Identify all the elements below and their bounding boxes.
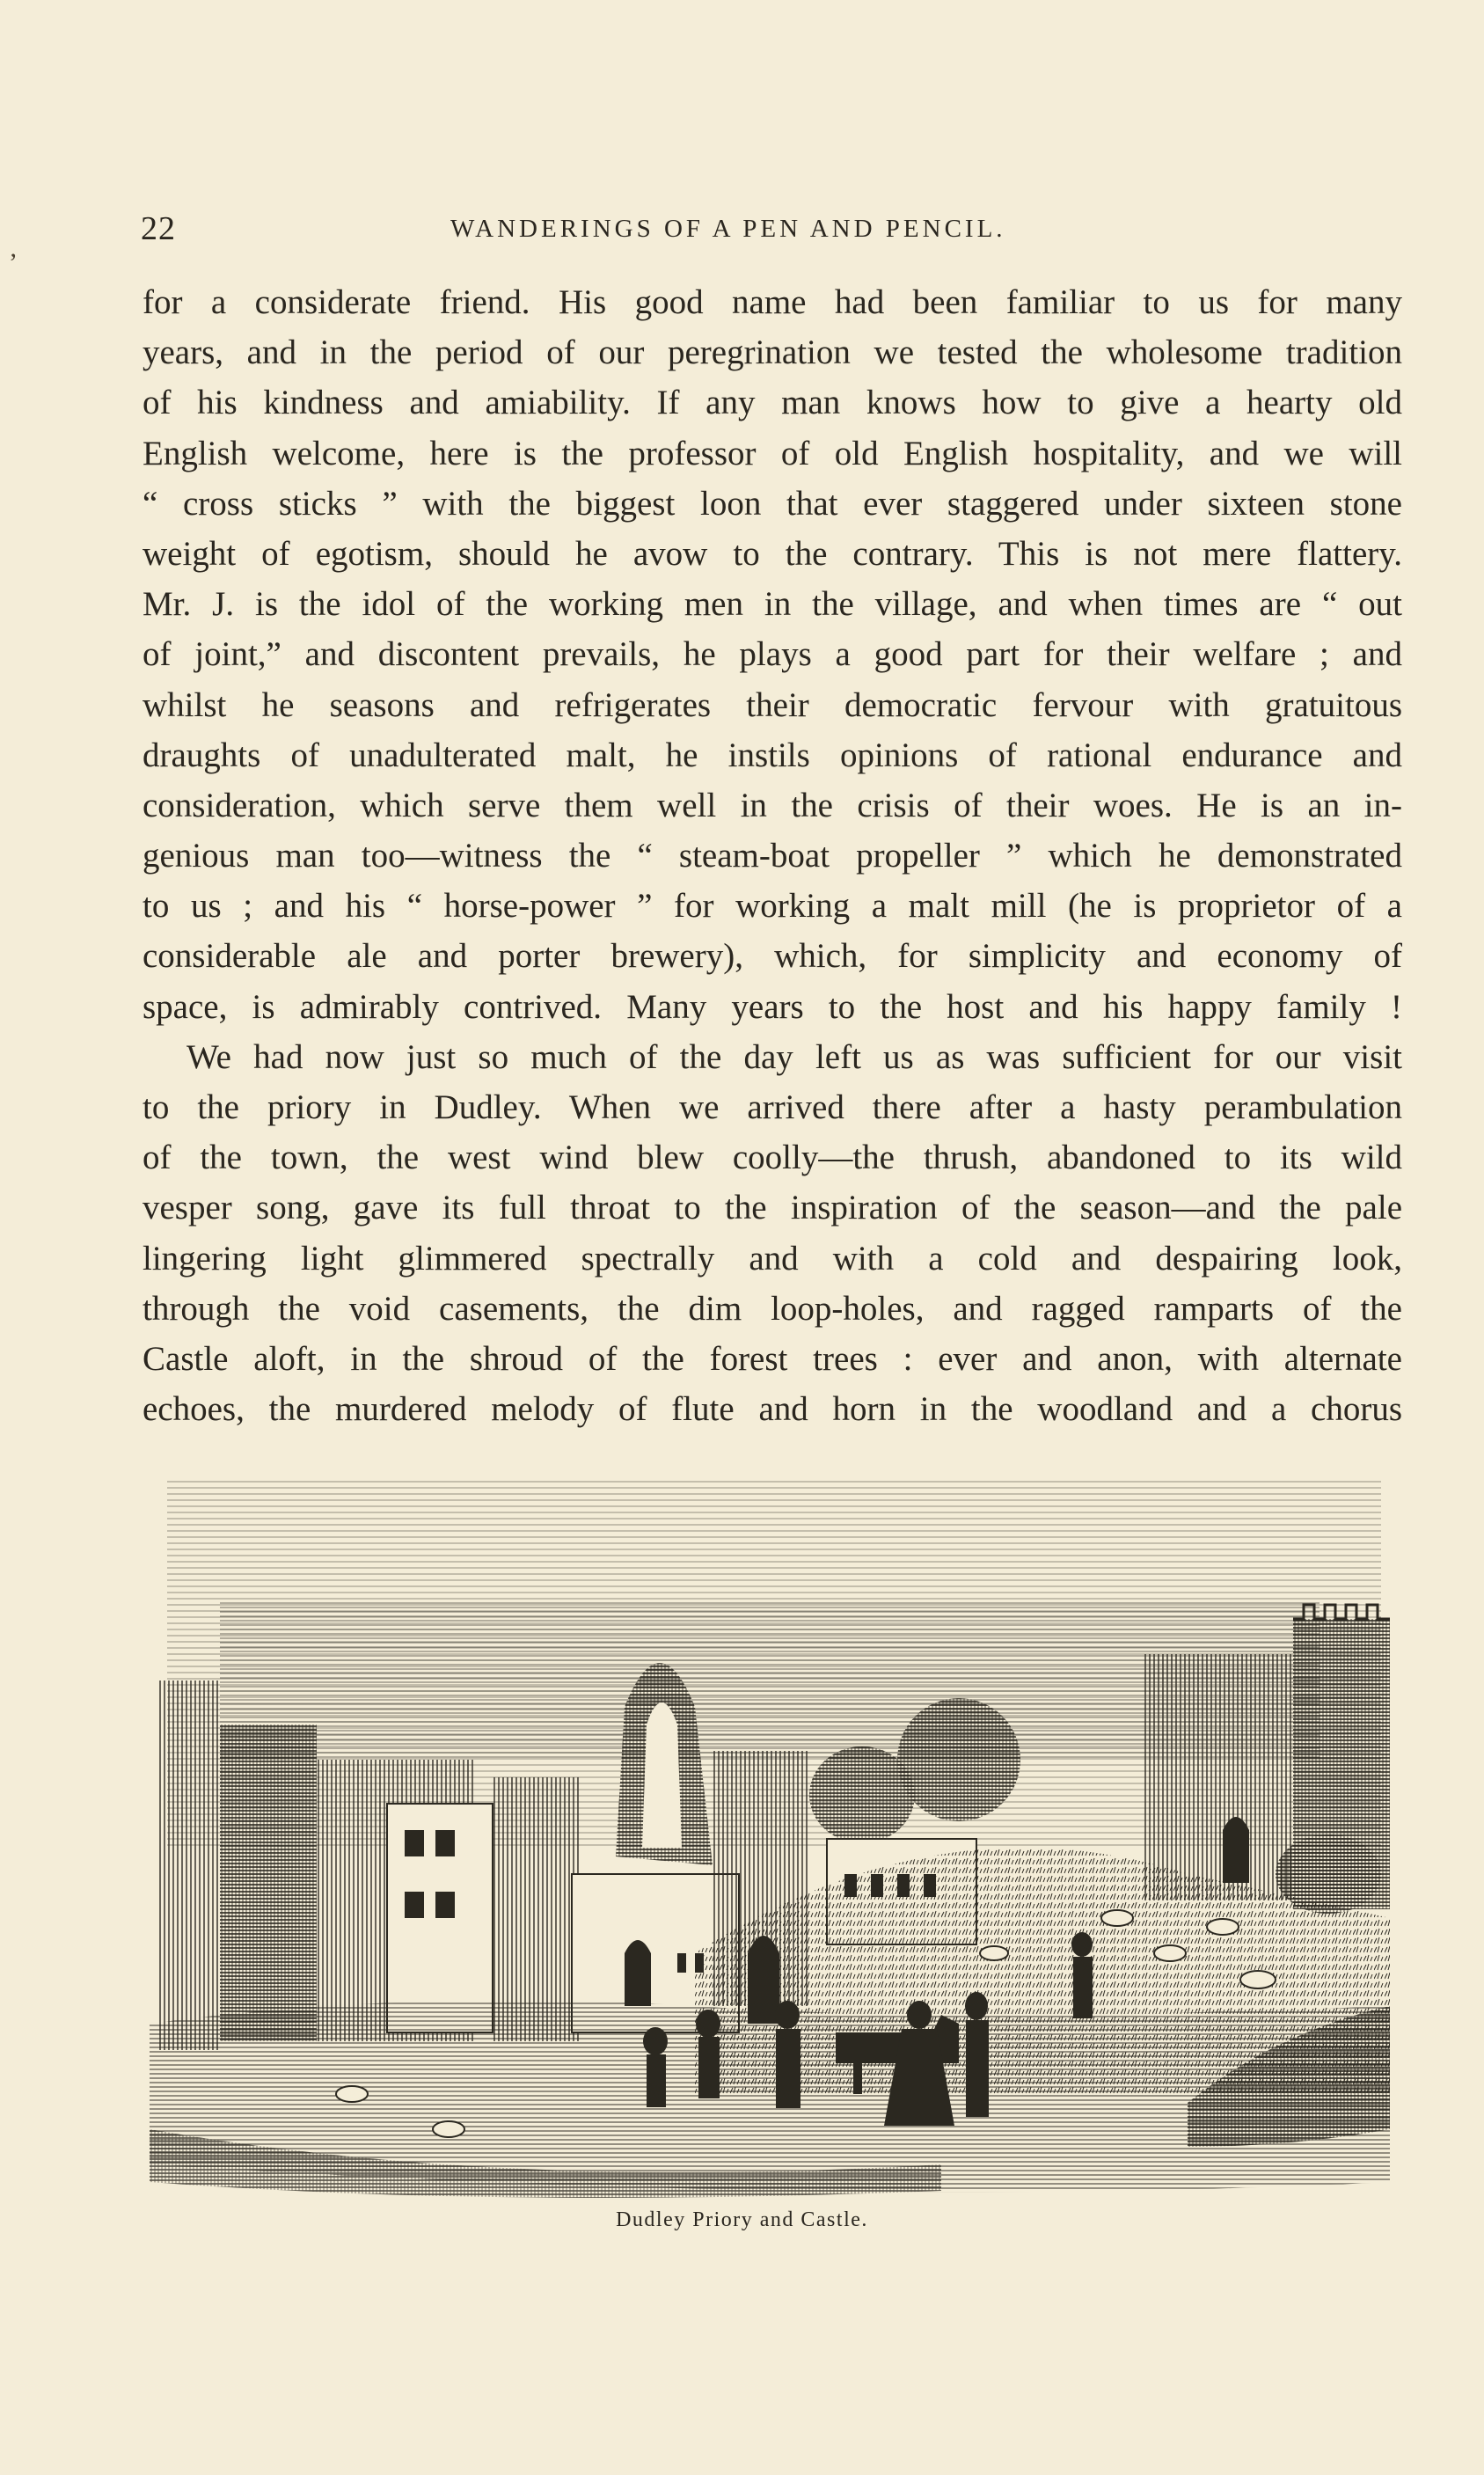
page-number: 22: [141, 210, 176, 247]
text-line: echoes, the murdered melody of flute and horn in the woodland and a chorus: [143, 1390, 1402, 1429]
running-title: WANDERINGS OF A PEN AND PENCIL.: [450, 215, 1006, 243]
text-line: through the void casements, the dim loop-holes, and ragged ramparts of the: [143, 1289, 1402, 1328]
text-line: weight of egotism, should he avow to the contrary. This is not mere flattery.: [143, 534, 1402, 573]
text-line: Castle aloft, in the shroud of the forest trees : ever and anon, with alternate: [143, 1339, 1402, 1378]
text-line: for a considerate friend. His good name had been familiar to us for many: [143, 283, 1402, 321]
text-line: whilst he seasons and refrigerates their democratic fervour with gratuitous: [143, 685, 1402, 724]
text-line: vesper song, gave its full throat to the inspiration of the season—and the pale: [143, 1189, 1402, 1227]
text-line: consideration, which serve them well in the crisis of their woes. He is an in-: [143, 786, 1402, 824]
text-line: space, is admirably contrived. Many years to the host and his happy family !: [143, 987, 1402, 1026]
body-text: [143, 277, 1402, 1434]
text-line: considerable ale and porter brewery), which, for simplicity and economy of: [143, 937, 1402, 976]
text-line: We had now just so much of the day left us as was sufficient for our visit: [186, 1037, 1402, 1076]
text-line: of joint,” and discontent prevails, he plays a good part for their welfare ; and: [143, 635, 1402, 674]
text-line: to the priory in Dudley. When we arrived there after a hasty perambulation: [143, 1088, 1402, 1126]
text-line: “ cross sticks ” with the biggest loon that ever staggered under sixteen stone: [143, 484, 1402, 523]
text-line: Mr. J. is the idol of the working men in the village, and when times are “ out: [143, 585, 1402, 624]
text-line: genious man too—witness the “ steam-boat propeller ” which he demonstrated: [143, 837, 1402, 875]
running-head: [141, 209, 1399, 253]
text-line: years, and in the period of our peregrination we tested the wholesome tradition: [143, 333, 1402, 372]
text-line: lingering light glimmered spectrally and with a cold and despairing look,: [143, 1239, 1402, 1278]
text-line: of his kindness and amiability. If any man knows how to give a hearty old: [143, 384, 1402, 422]
text-line: of the town, the west wind blew coolly—the thrush, abandoned to its wild: [143, 1139, 1402, 1177]
text-line: draughts of unadulterated malt, he instils opinions of rational endurance and: [143, 736, 1402, 774]
margin-mark: ’: [9, 248, 18, 277]
text-line: to us ; and his “ horse-power ” for working a malt mill (he is proprietor of a: [143, 887, 1402, 926]
engraving-illustration: [150, 1461, 1399, 2208]
figure-caption: Dudley Priory and Castle.: [616, 2208, 868, 2231]
engraving-dudley-priory: [150, 1461, 1399, 2208]
text-line: English welcome, here is the professor of old English hospitality, and we will: [143, 434, 1402, 472]
